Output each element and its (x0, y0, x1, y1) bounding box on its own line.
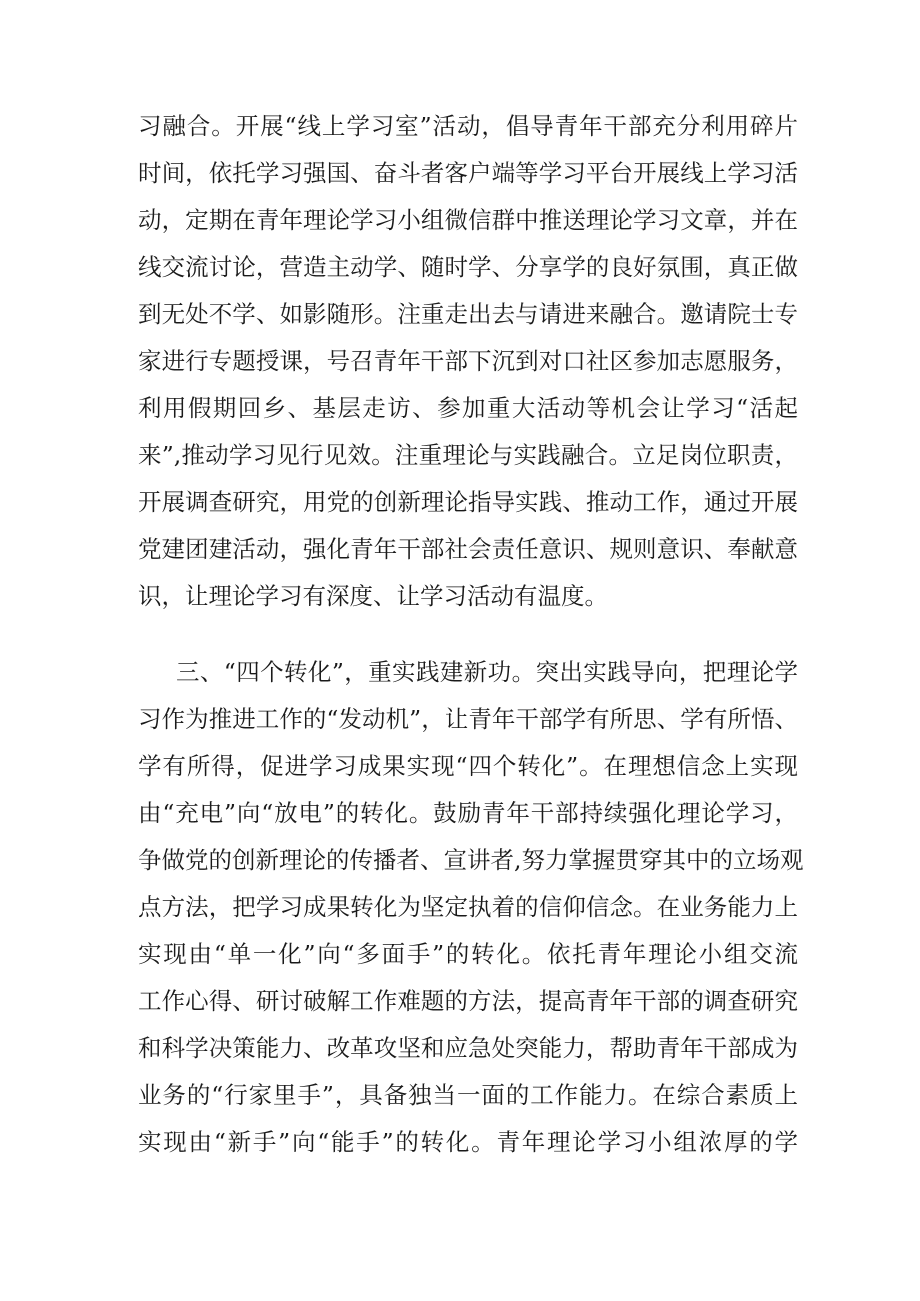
paragraph-line: 业务的“行家里手”，具备独当一面的工作能力。在综合素质上 (138, 1081, 798, 1109)
paragraph-line: 来”,推动学习见行见效。注重理论与实践融合。立足岗位职责， (138, 441, 798, 469)
paragraph-line: 三、“四个转化”，重实践建新功。突出实践导向，把理论学 (176, 658, 798, 686)
paragraph-line: 识，让理论学习有深度、让学习活动有温度。 (138, 582, 608, 610)
paragraph-line: 时间，依托学习强国、奋斗者客户端等学习平台开展线上学习活 (138, 159, 798, 187)
paragraph-line: 工作心得、研讨破解工作难题的方法，提高青年干部的调查研究 (138, 987, 798, 1015)
paragraph-line: 学有所得，促进学习成果实现“四个转化”。在理想信念上实现 (138, 752, 798, 780)
paragraph-line: 党建团建活动，强化青年干部社会责任意识、规则意识、奉献意 (138, 535, 798, 563)
paragraph-line: 利用假期回乡、基层走访、参加重大活动等机会让学习“活起 (138, 394, 798, 422)
paragraph-line: 由“充电”向“放电”的转化。鼓励青年干部持续强化理论学习， (138, 799, 798, 827)
paragraph-line: 实现由“单一化”向“多面手”的转化。依托青年理论小组交流 (138, 940, 798, 968)
paragraph-line: 开展调查研究，用党的创新理论指导实践、推动工作，通过开展 (138, 488, 798, 516)
paragraph-line: 线交流讨论，营造主动学、随时学、分享学的良好氛围，真正做 (138, 253, 798, 281)
paragraph-line: 动，定期在青年理论学习小组微信群中推送理论学习文章，并在 (138, 206, 798, 234)
paragraph-line: 和科学决策能力、改革攻坚和应急处突能力，帮助青年干部成为 (138, 1034, 798, 1062)
paragraph-line: 到无处不学、如影随形。注重走出去与请进来融合。邀请院士专 (138, 300, 798, 328)
paragraph-line: 实现由“新手”向“能手”的转化。青年理论学习小组浓厚的学 (138, 1128, 798, 1156)
paragraph-line: 习作为推进工作的“发动机”，让青年干部学有所思、学有所悟、 (138, 705, 798, 733)
paragraph-line: 习融合。开展“线上学习室”活动，倡导青年干部充分利用碎片 (138, 112, 798, 140)
paragraph-line: 家进行专题授课，号召青年干部下沉到对口社区参加志愿服务， (138, 347, 798, 375)
paragraph-line: 点方法，把学习成果转化为坚定执着的信仰信念。在业务能力上 (138, 893, 798, 921)
paragraph-line: 争做党的创新理论的传播者、宣讲者,努力掌握贯穿其中的立场观 (138, 846, 804, 874)
